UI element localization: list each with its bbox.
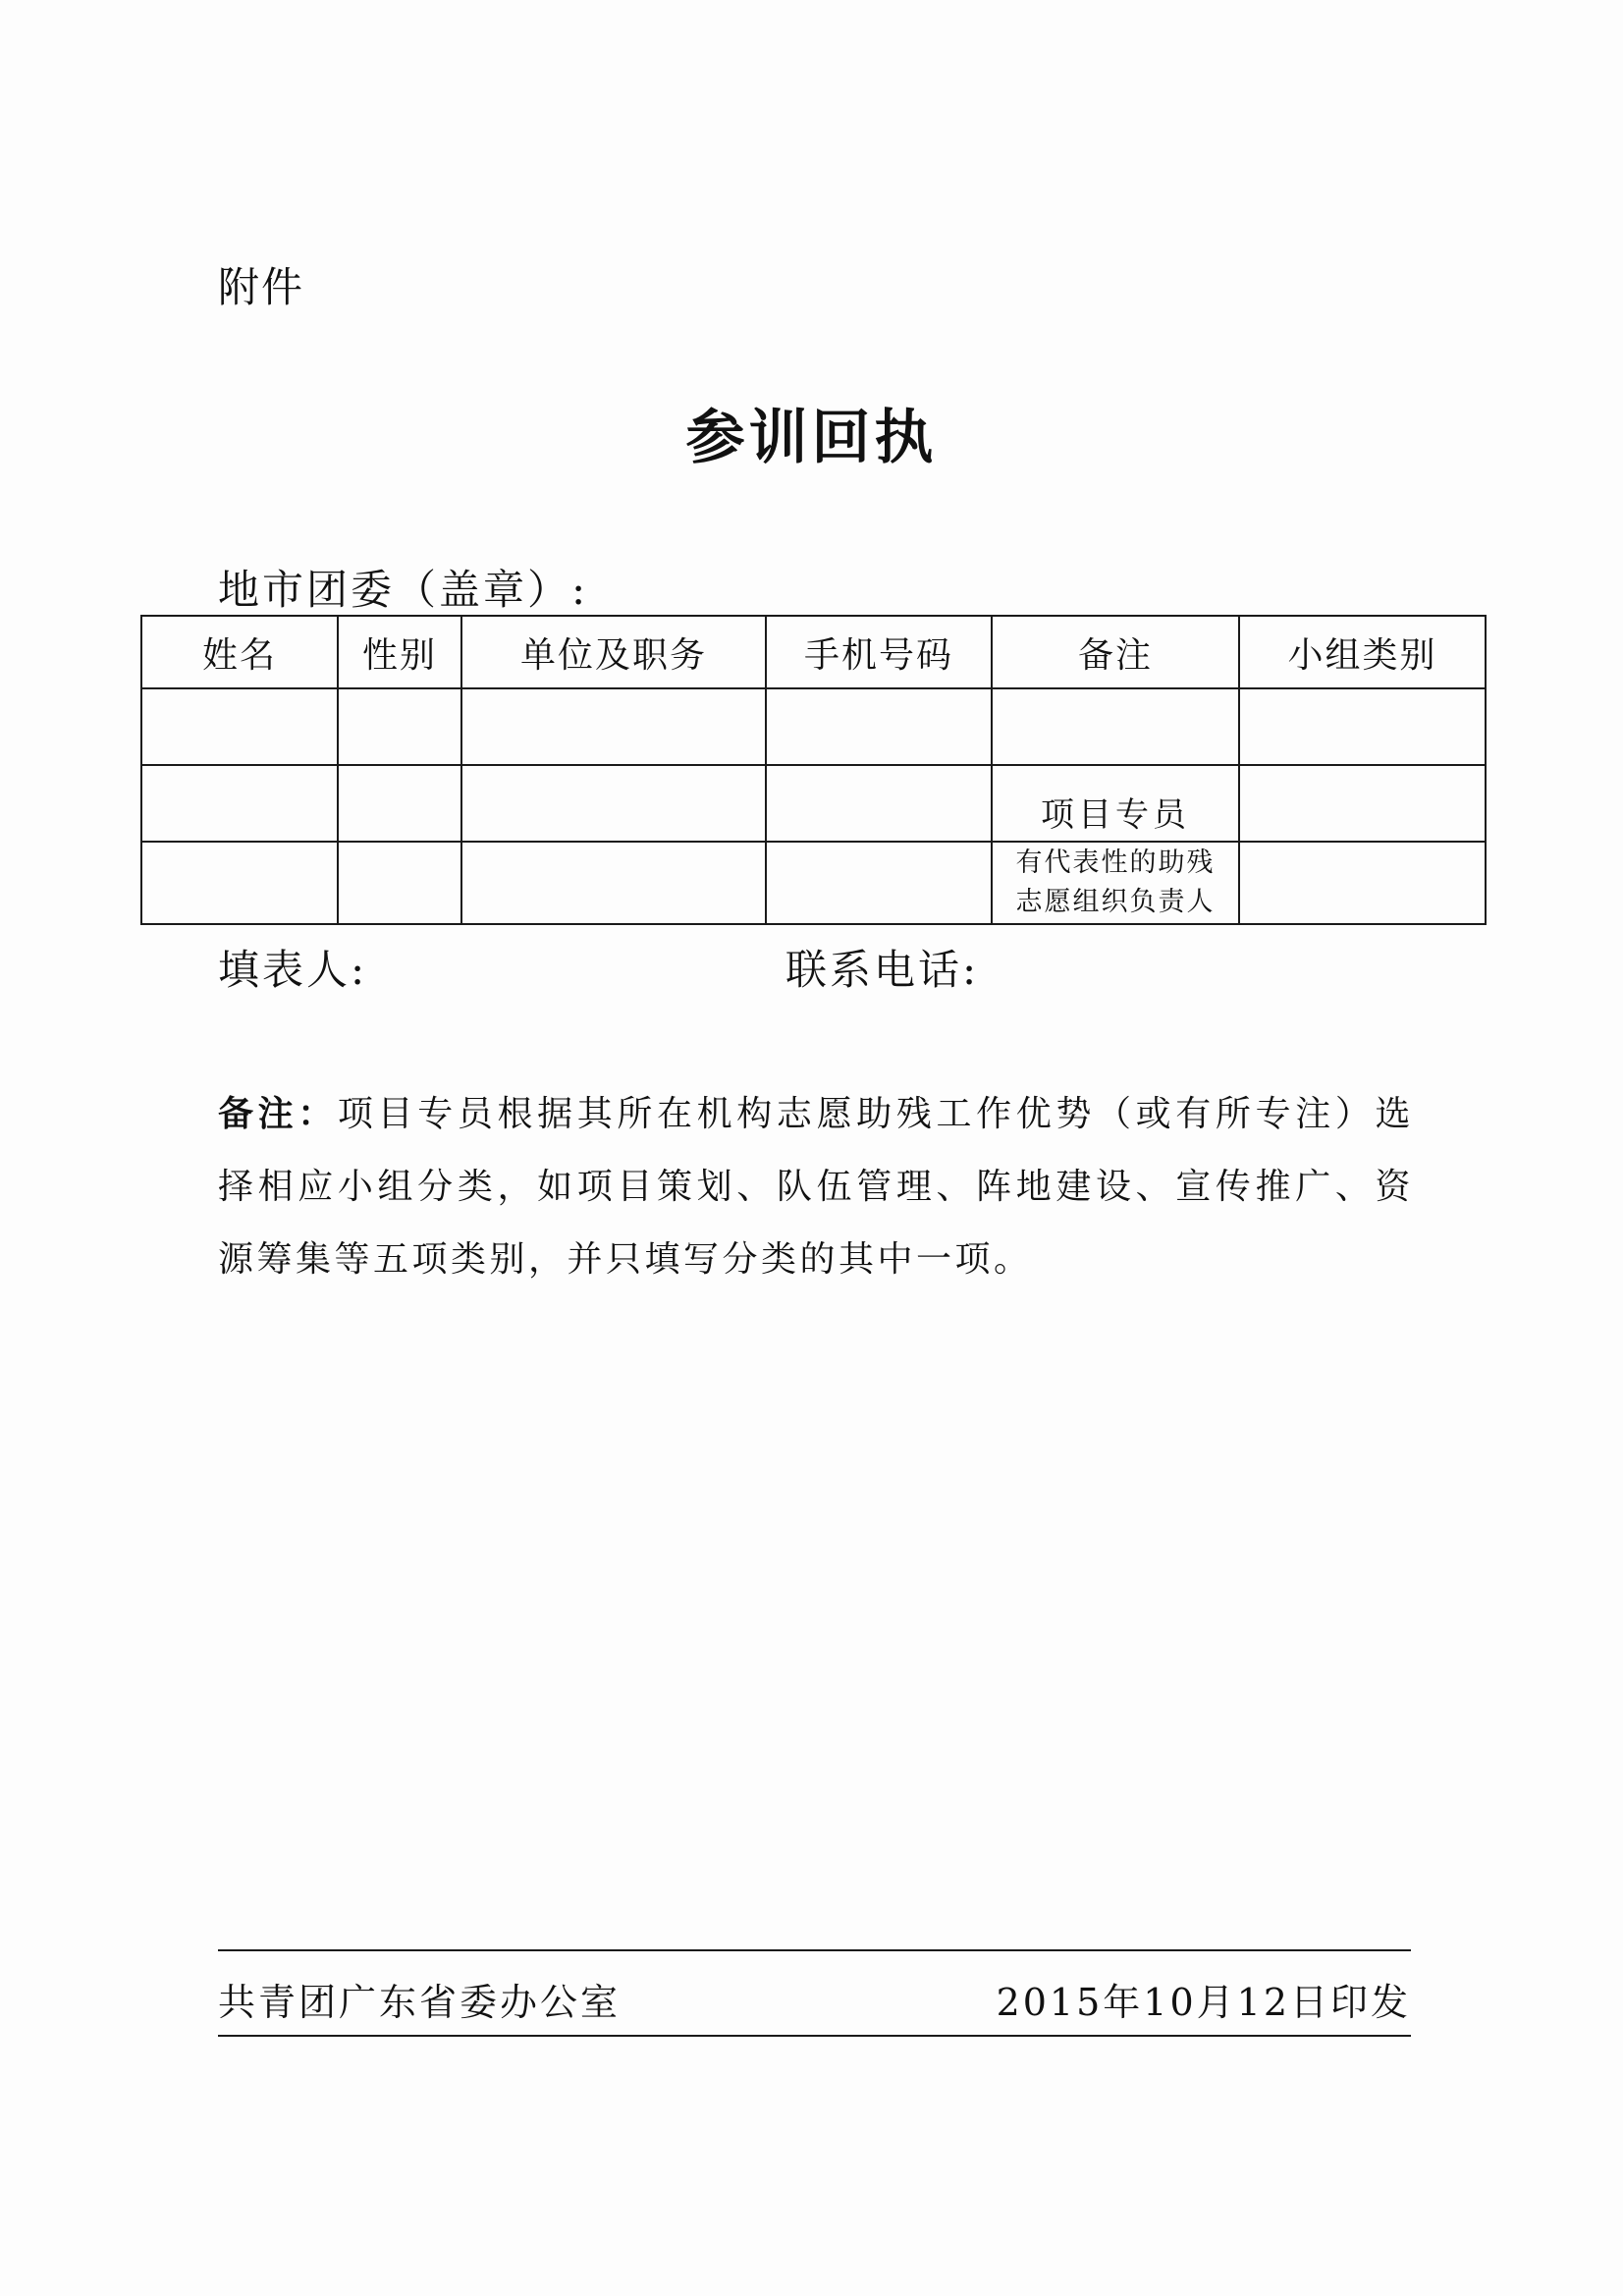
group-category-cell[interactable] (1239, 842, 1486, 924)
filler-label: 填表人: (218, 946, 368, 994)
remarks-label: 备注： (218, 1094, 338, 1134)
column-header-gender: 性别 (338, 616, 461, 688)
name-cell[interactable] (141, 765, 338, 842)
unit-position-cell[interactable] (461, 842, 766, 924)
phone-label: 联系电话: (785, 946, 980, 994)
unit-position-cell[interactable] (461, 688, 766, 765)
stamp-label: 地市团委（盖章）: (218, 566, 589, 614)
attachment-label: 附件 (218, 263, 305, 311)
remarks-paragraph (218, 1078, 1414, 1296)
gender-cell[interactable] (338, 688, 461, 765)
issuer-name: 共青团广东省委办公室 (218, 1981, 622, 2024)
footer-top-rule (218, 1949, 1411, 1951)
column-header-notes: 备注 (992, 616, 1239, 688)
mobile-cell[interactable] (766, 842, 992, 924)
column-header-mobile: 手机号码 (766, 616, 992, 688)
notes-cell (992, 765, 1239, 842)
table-row (141, 842, 1486, 924)
notes-project-specialist: 项目专员 (1041, 794, 1190, 835)
group-category-cell[interactable] (1239, 765, 1486, 842)
column-header-name: 姓名 (141, 616, 338, 688)
footer-bottom-rule (218, 2035, 1411, 2037)
notes-line-1: 有代表性的助残 (1015, 847, 1216, 878)
name-cell[interactable] (141, 842, 338, 924)
table-header-row (141, 616, 1486, 688)
column-header-unit-position: 单位及职务 (461, 616, 766, 688)
table-row (141, 688, 1486, 765)
gender-cell[interactable] (338, 765, 461, 842)
remarks-text: 项目专员根据其所在机构志愿助残工作优势（或有所专注）选择相应小组分类，如项目策划、队伍管理、阵地建设、宣传推广、资源筹集等五项类别，并只填写分类的其中一项。 (218, 1094, 1414, 1280)
notes-cell (992, 688, 1239, 765)
notes-cell (992, 842, 1239, 924)
unit-position-cell[interactable] (461, 765, 766, 842)
issue-date: 2015年10月12日印发 (996, 1981, 1411, 2024)
mobile-cell[interactable] (766, 688, 992, 765)
name-cell[interactable] (141, 688, 338, 765)
column-header-group-category: 小组类别 (1239, 616, 1486, 688)
table-row (141, 765, 1486, 842)
registration-table (140, 615, 1487, 925)
page-title: 参训回执 (685, 404, 938, 472)
group-category-cell[interactable] (1239, 688, 1486, 765)
notes-line-2: 志愿组织负责人 (1015, 887, 1216, 917)
mobile-cell[interactable] (766, 765, 992, 842)
gender-cell[interactable] (338, 842, 461, 924)
